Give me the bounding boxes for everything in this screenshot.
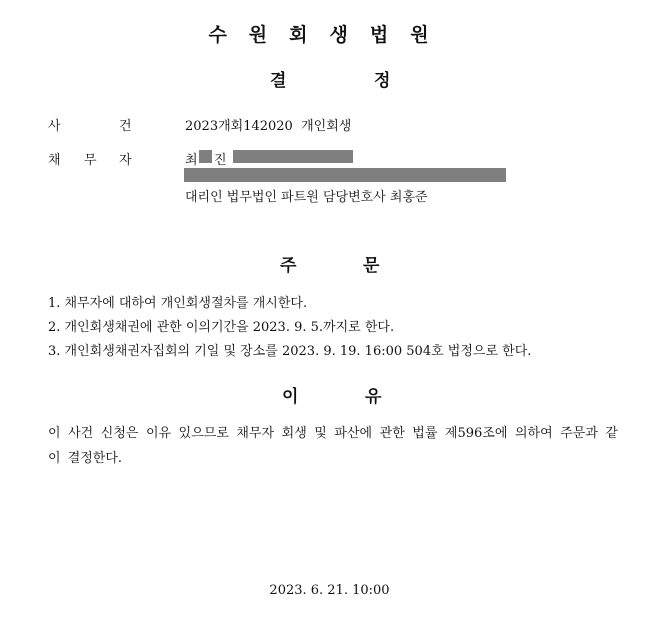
court-name: 수원회생법원 [208,24,451,46]
debtor-name-first: 최 [185,153,198,168]
doc-title-left: 결 [270,71,287,91]
debtor-name-last: 진 [214,153,227,168]
decision-date: 2023. 6. 21. 10:00 [269,583,390,598]
reason-text: 이 사건 신청은 이유 있으므로 채무자 회생 및 파산에 관한 법률 제596조에 의하여 주문과 같이 결정한다. [48,426,618,466]
order-heading-left: 주 [280,256,297,276]
order-item: 1. 채무자에 대하여 개인회생절차를 개시한다. [48,296,308,311]
order-item: 2. 개인회생채권에 관한 이의기간을 2023. 9. 5.까지로 한다. [48,320,395,335]
redaction-block-address [184,168,506,182]
redaction-block [233,150,353,163]
case-label-char-1: 사 [48,119,61,134]
case-label-char-2: 건 [119,119,132,134]
debtor-representative: 대리인 법무법인 파트원 담당변호사 최홍준 [185,190,428,205]
reason-heading-left: 이 [282,387,299,407]
doc-title-right: 정 [374,71,391,91]
reason-heading-right: 유 [365,387,382,407]
case-number: 2023개회142020 개인회생 [185,119,352,134]
order-item: 3. 개인회생채권자집회의 기일 및 장소를 2023. 9. 19. 16:00 504호 법정으로 한다. [48,344,532,359]
debtor-label-char-2: 무 [84,153,97,168]
order-heading-right: 문 [363,256,380,276]
debtor-label-char-3: 자 [119,153,132,168]
debtor-label-char-1: 채 [48,153,61,168]
redaction-block [199,150,212,163]
